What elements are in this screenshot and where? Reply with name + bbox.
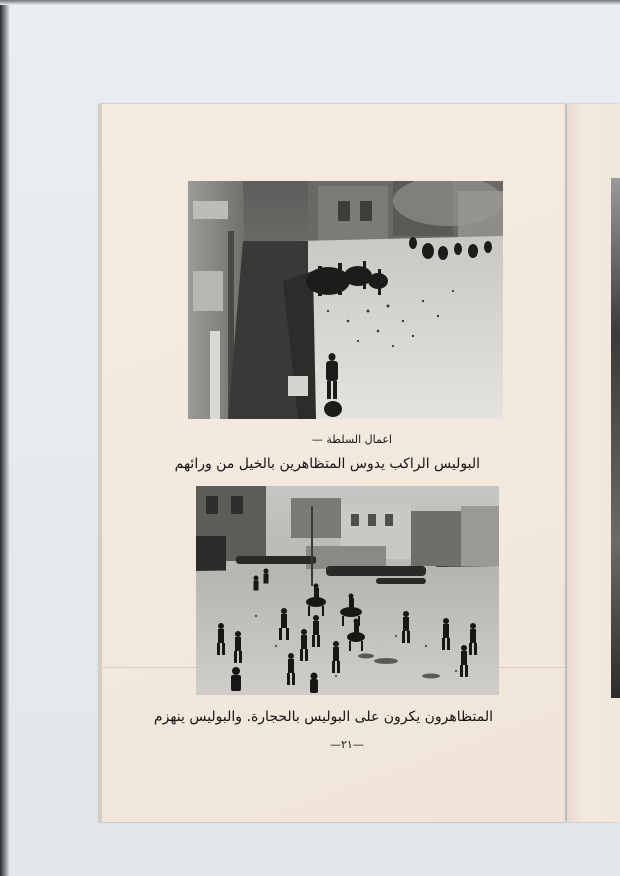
scanner-edge-left (0, 0, 10, 876)
page-edge (99, 104, 102, 822)
caption-bottom: المتظاهرون يكرون على البوليس بالحجارة. والبوليس ينهزم (153, 709, 493, 725)
photo-demonstrators (196, 486, 499, 695)
photo-mounted-police-image (188, 181, 503, 419)
caption-top: البوليس الراكب يدوس المتظاهرين بالخيل من ورائهم (174, 456, 480, 472)
photo-demonstrators-image (196, 486, 499, 695)
caption-top-title: اعمال السلطة — (311, 433, 392, 446)
facing-page-photo-edge (611, 178, 620, 698)
photo-mounted-police (188, 181, 503, 419)
page-number: —٢١— (330, 738, 364, 751)
